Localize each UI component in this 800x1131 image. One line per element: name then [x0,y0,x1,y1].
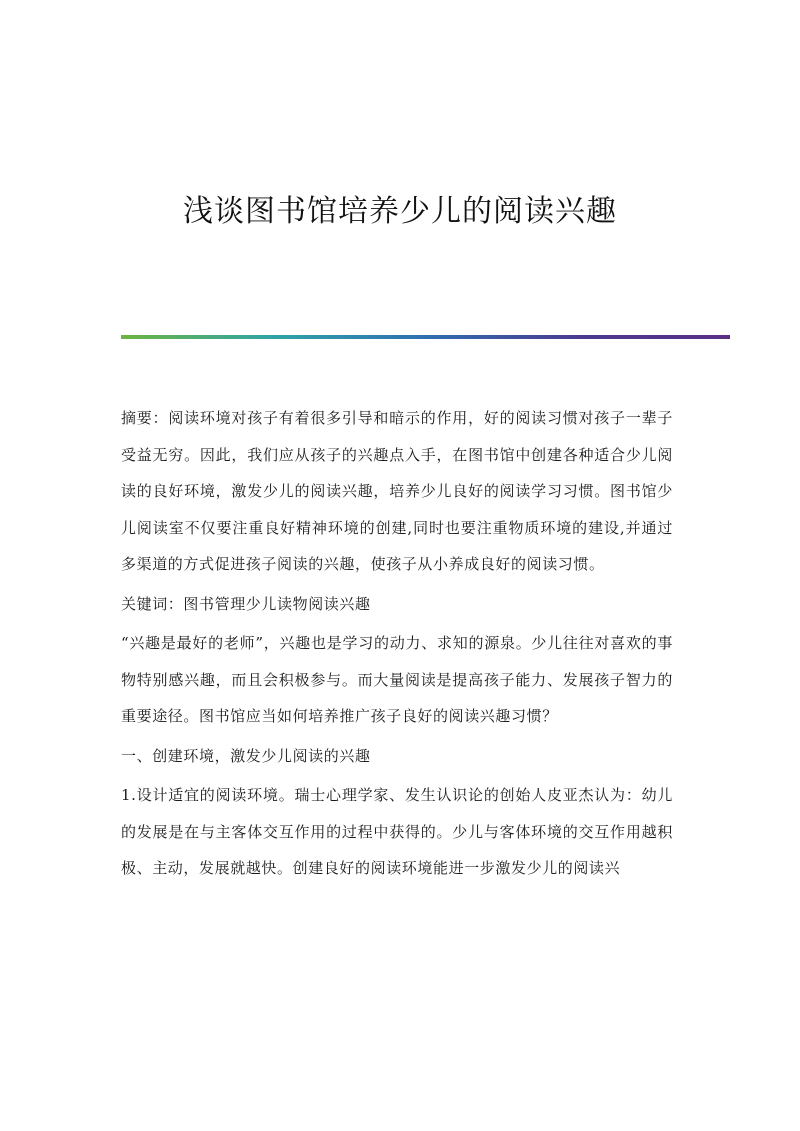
document-title: 浅谈图书馆培养少儿的阅读兴趣 [183,194,617,229]
abstract-paragraph: 摘要：阅读环境对孩子有着很多引导和暗示的作用，好的阅读习惯对孩子一辈子受益无穷。因此，我们应从孩子的兴趣点入手，在图书馆中创建各种适合少儿阅读的良好环境，激发少儿的阅读兴趣，培养少儿良好的阅读学习习惯。图书馆少儿阅读室不仅要注重良好精神环境的创建,同时也要注重物质环境的建设,并通过多渠道的方式促进孩子阅读的兴趣，使孩子从小养成良好的阅读习惯。 [121,409,673,573]
intro-paragraph: “兴趣是最好的老师”，兴趣也是学习的动力、求知的源泉。少儿往往对喜欢的事物特别感兴趣，而且会积极参与。而大量阅读是提高孩子能力、发展孩子智力的重要途径。图书馆应当如何培养推广孩子良好的阅读兴趣习惯？ [121,634,673,725]
keywords-line: 关键词：图书管理少儿读物阅读兴趣 [121,594,371,613]
section-heading: 一、创建环境，激发少儿阅读的兴趣 [121,746,371,765]
section-paragraph: 1.设计适宜的阅读环境。瑞士心理学家、发生认识论的创始人皮亚杰认为：幼儿的发展是在与主客体交互作用的过程中获得的。少儿与客体环境的交互作用越积极、主动，发展就越快。创建良好的阅读环境能进一步激发少儿的阅读兴 [121,786,673,877]
document-body [121,400,673,887]
title-divider [121,335,730,339]
